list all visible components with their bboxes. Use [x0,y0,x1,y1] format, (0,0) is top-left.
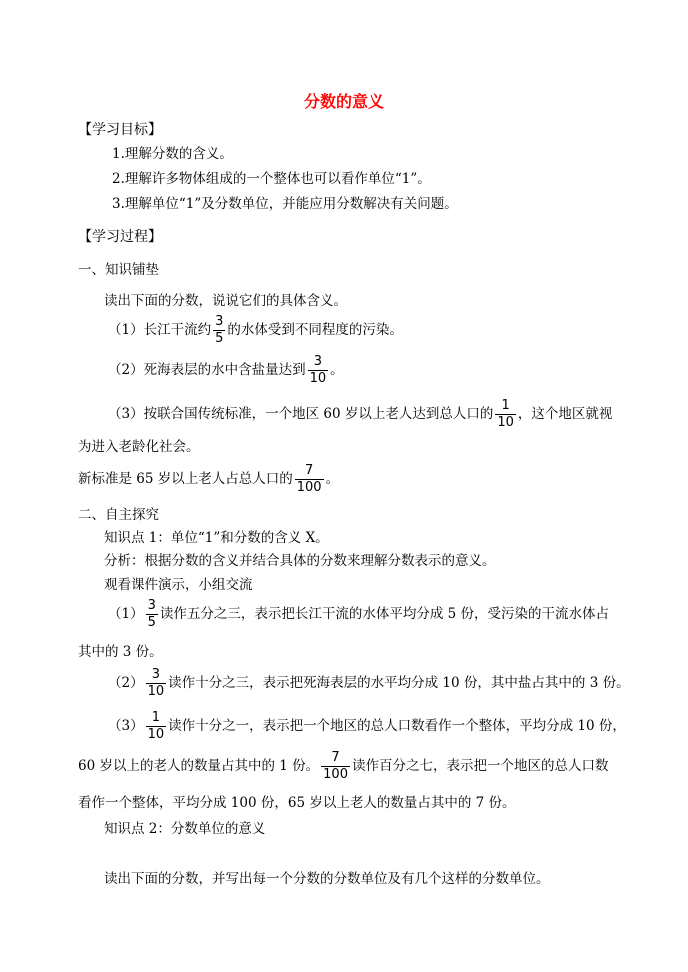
fraction-numerator: 3 [313,354,322,369]
example-4-suffix: 。 [325,471,340,487]
fraction-numerator: 7 [331,750,340,765]
example-2-prefix: （2）死海表层的水中含盐量达到 [108,362,306,378]
example-1 [108,314,403,347]
fraction-3-10 [308,354,329,387]
example-3-prefix: （3）按联合国传统标准，一个地区 60 岁以上老人达到总人口的 [108,406,494,422]
goal-item: 2.理解许多物体组成的一个整体也可以看作单位“1”。 [112,171,431,187]
answer-1-continued: 其中的 3 份。 [78,644,163,660]
answer-3-text: 读作十分之一，表示把一个地区的总人口数看作一个整体，平均分成 10 份， [168,718,626,734]
example-2 [108,354,344,387]
section-2-title: 二、自主探究 [78,507,159,523]
answer-1 [108,598,609,631]
fraction-numerator: 1 [151,710,160,725]
goal-item: 3.理解单位“1”及分数单位，并能应用分数解决有关问题。 [112,196,458,212]
fraction-3-5 [146,598,158,631]
fraction-denominator: 5 [215,331,224,346]
example-2-suffix: 。 [330,362,344,378]
answer-4 [78,750,608,783]
knowledge-point-2: 知识点 2：分数单位的意义 [104,821,266,837]
fraction-1-10 [146,710,167,743]
fraction-3-10 [146,667,167,700]
fraction-numerator: 3 [147,598,156,613]
fraction-numerator: 3 [215,314,224,329]
answer-4-continued: 看作一个整体，平均分成 100 份，65 岁以上老人的数量占其中的 7 份。 [78,795,516,811]
fraction-7-100 [321,750,350,783]
example-3-continued: 为进入老龄化社会。 [78,439,200,455]
answer-4-prefix: 60 岁以上的老人的数量占其中的 1 份。 [78,758,320,774]
page-title: 分数的意义 [303,92,384,111]
example-3 [108,398,612,431]
analysis-text: 分析：根据分数的含义并结合具体的分数来理解分数表示的意义。 [104,553,496,569]
process-heading: 【学习过程】 [78,229,162,245]
knowledge-point-1: 知识点 1：单位“1”和分数的含义 X。 [104,530,329,546]
answer-1-text: 读作五分之三，表示把长江干流的水体平均分成 5 份，受污染的干流水体占 [159,606,610,622]
answer-2 [108,667,630,700]
fraction-denominator: 100 [296,480,322,495]
example-4 [78,463,339,496]
section-1-title: 一、知识铺垫 [78,262,159,278]
example-3-suffix: ，这个地区就视 [517,406,613,422]
answer-1-prefix: （1） [108,606,144,622]
fraction-denominator: 10 [147,684,165,699]
fraction-denominator: 10 [309,371,327,386]
fraction-denominator: 10 [497,415,514,430]
fraction-numerator: 7 [305,463,314,478]
answer-2-prefix: （2） [108,675,144,691]
fraction-denominator: 5 [147,615,156,630]
fraction-numerator: 3 [151,667,160,682]
final-instruction: 读出下面的分数，并写出每一个分数的分数单位及有几个这样的分数单位。 [104,871,550,887]
answer-4-text: 读作百分之七，表示把一个地区的总人口数 [351,758,609,774]
fraction-3-5 [213,314,225,347]
example-4-prefix: 新标准是 65 岁以上老人占总人口的 [78,471,293,487]
fraction-7-100 [295,463,324,496]
example-1-prefix: （1）长江干流约 [108,322,212,338]
answer-3-prefix: （3） [108,718,144,734]
fraction-denominator: 10 [147,727,165,742]
answer-3 [108,710,626,743]
goal-item: 1.理解分数的含义。 [112,146,233,162]
section-1-intro: 读出下面的分数，说说它们的具体含义。 [104,293,347,309]
fraction-1-10 [495,398,516,431]
answer-2-text: 读作十分之三，表示把死海表层的水平均分成 10 份，其中盐占其中的 3 份。 [168,675,630,691]
watch-text: 观看课件演示，小组交流 [104,577,253,593]
example-1-suffix: 的水体受到不同程度的污染。 [227,322,403,338]
fraction-numerator: 1 [501,398,510,413]
fraction-denominator: 100 [323,767,348,782]
goals-heading: 【学习目标】 [78,122,162,138]
